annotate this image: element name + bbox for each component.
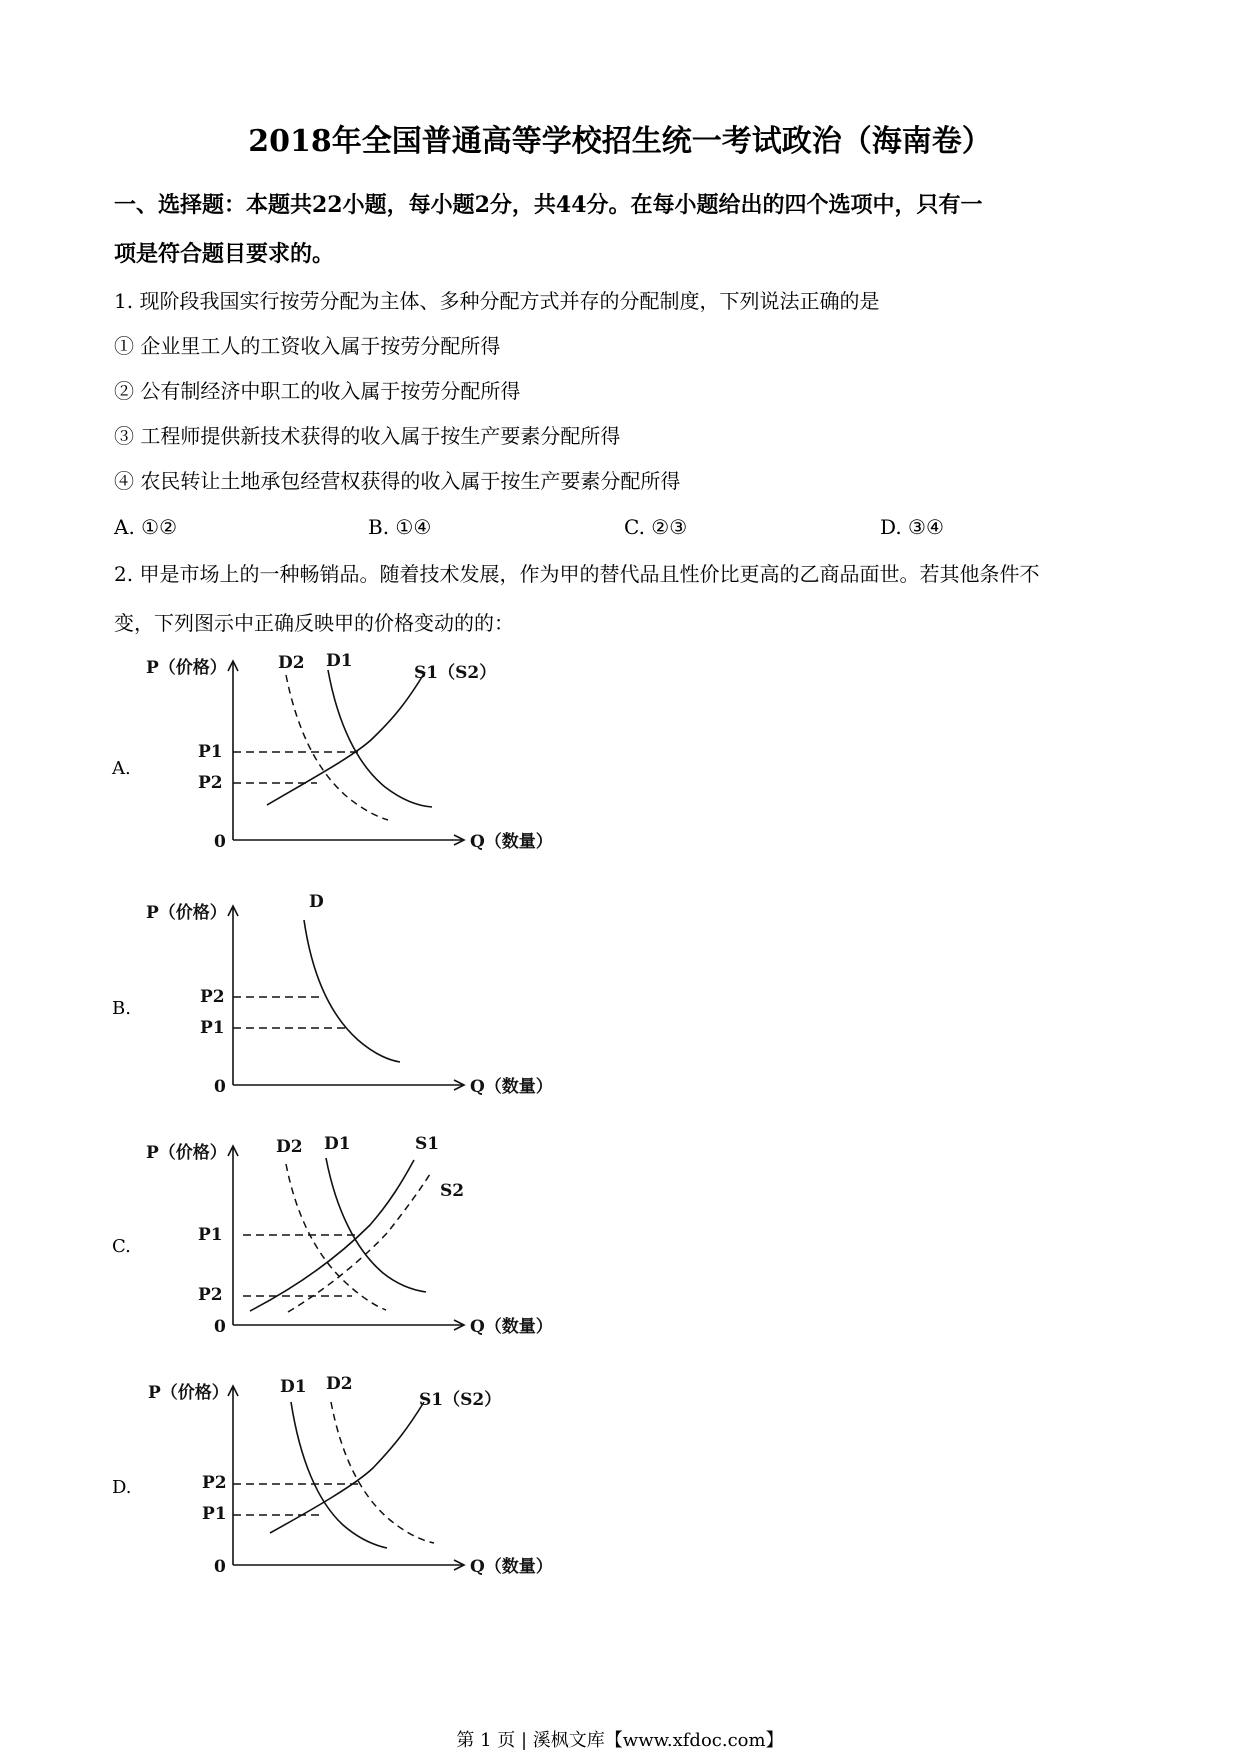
question-2-stem-line2: 变，下列图示中正确反映甲的价格变动的的： xyxy=(114,611,514,635)
graph-d-origin: 0 xyxy=(214,1557,226,1577)
graph-a-demand-d2 xyxy=(286,675,388,820)
graph-b-price-p1: P1 xyxy=(200,1018,225,1038)
graph-a-origin: 0 xyxy=(214,832,226,852)
graph-c-demand-d2 xyxy=(286,1164,386,1310)
graph-c-x-label: Q（数量） xyxy=(470,1317,553,1337)
question-1-stem: 1. 现阶段我国实行按劳分配为主体、多种分配方式并存的分配制度，下列说法正确的是 xyxy=(114,289,880,313)
graph-a-supply-curve xyxy=(267,672,425,805)
graph-c-letter: C. xyxy=(112,1236,131,1257)
question-1-option-c: C. ②③ xyxy=(624,515,688,539)
graph-c-y-label: P（价格） xyxy=(146,1143,227,1163)
graph-a xyxy=(140,645,580,870)
graph-d-letter: D. xyxy=(112,1477,132,1498)
graph-b xyxy=(140,890,580,1115)
question-1-option-d: D. ③④ xyxy=(880,515,944,539)
graph-c-curve-label-d1: D1 xyxy=(324,1134,351,1154)
graph-d-demand-d1 xyxy=(291,1402,387,1548)
graph-b-curve-label-d: D xyxy=(309,892,324,912)
question-1-item-2: ② 公有制经济中职工的收入属于按劳分配所得 xyxy=(114,379,521,403)
graph-c-supply-s2 xyxy=(288,1174,430,1312)
graph-b-y-label: P（价格） xyxy=(146,903,227,923)
graph-a-price-p2: P2 xyxy=(198,773,223,793)
graph-d-curve-label-s1s2: S1（S2） xyxy=(419,1390,502,1410)
graph-a-x-label: Q（数量） xyxy=(470,832,553,852)
question-1-option-a: A. ①② xyxy=(114,515,178,539)
graph-d-supply-curve xyxy=(270,1402,424,1533)
graph-d-curve-label-d1: D1 xyxy=(280,1377,307,1397)
page-footer: 第 1 页 | 溪枫文库【www.xfdoc.com】 xyxy=(456,1730,784,1751)
question-1-item-4: ④ 农民转让土地承包经营权获得的收入属于按生产要素分配所得 xyxy=(114,469,681,493)
graph-c xyxy=(140,1130,580,1355)
graph-a-letter: A. xyxy=(112,758,131,779)
section-heading-line1: 一、选择题：本题共22小题，每小题2分，共44分。在每小题给出的四个选项中，只有一 xyxy=(114,192,983,218)
graph-d-price-p1: P1 xyxy=(202,1504,227,1524)
question-1-option-b: B. ①④ xyxy=(368,515,432,539)
page-title: 2018年全国普通高等学校招生统一考试政治（海南卷） xyxy=(248,124,992,159)
graph-c-origin: 0 xyxy=(214,1317,226,1337)
graph-a-demand-d1 xyxy=(328,670,432,807)
graph-a-curve-label-d2: D2 xyxy=(278,653,305,673)
graph-c-curve-label-s1: S1 xyxy=(415,1134,440,1154)
graph-a-price-p1: P1 xyxy=(198,742,223,762)
question-1-item-1: ① 企业里工人的工资收入属于按劳分配所得 xyxy=(114,334,501,358)
graph-b-x-label: Q（数量） xyxy=(470,1077,553,1097)
graph-a-curve-label-s1s2: S1（S2） xyxy=(414,663,497,683)
graph-b-demand-d xyxy=(304,920,400,1062)
graph-c-price-p2: P2 xyxy=(198,1285,223,1305)
graph-d-price-p2: P2 xyxy=(202,1473,227,1493)
question-1-item-3: ③ 工程师提供新技术获得的收入属于按生产要素分配所得 xyxy=(114,424,621,448)
graph-d-curve-label-d2: D2 xyxy=(326,1374,353,1394)
graph-b-price-p2: P2 xyxy=(200,987,225,1007)
graph-c-curve-label-d2: D2 xyxy=(276,1137,303,1157)
graph-c-curve-label-s2: S2 xyxy=(440,1181,465,1201)
graph-d-y-label: P（价格） xyxy=(148,1383,229,1403)
graph-c-demand-d1 xyxy=(326,1158,426,1292)
graph-a-curve-label-d1: D1 xyxy=(326,651,353,671)
graph-a-y-label: P（价格） xyxy=(146,658,227,678)
graph-d-x-label: Q（数量） xyxy=(470,1557,553,1577)
question-2-stem-line1: 2. 甲是市场上的一种畅销品。随着技术发展，作为甲的替代品且性价比更高的乙商品面世。若其他条件不 xyxy=(114,562,1040,586)
graph-c-price-p1: P1 xyxy=(198,1225,223,1245)
graph-b-letter: B. xyxy=(112,998,131,1019)
section-heading-line2: 项是符合题目要求的。 xyxy=(114,241,335,267)
graph-d xyxy=(140,1370,580,1595)
graph-d-demand-d2 xyxy=(331,1402,434,1543)
graph-b-origin: 0 xyxy=(214,1077,226,1097)
